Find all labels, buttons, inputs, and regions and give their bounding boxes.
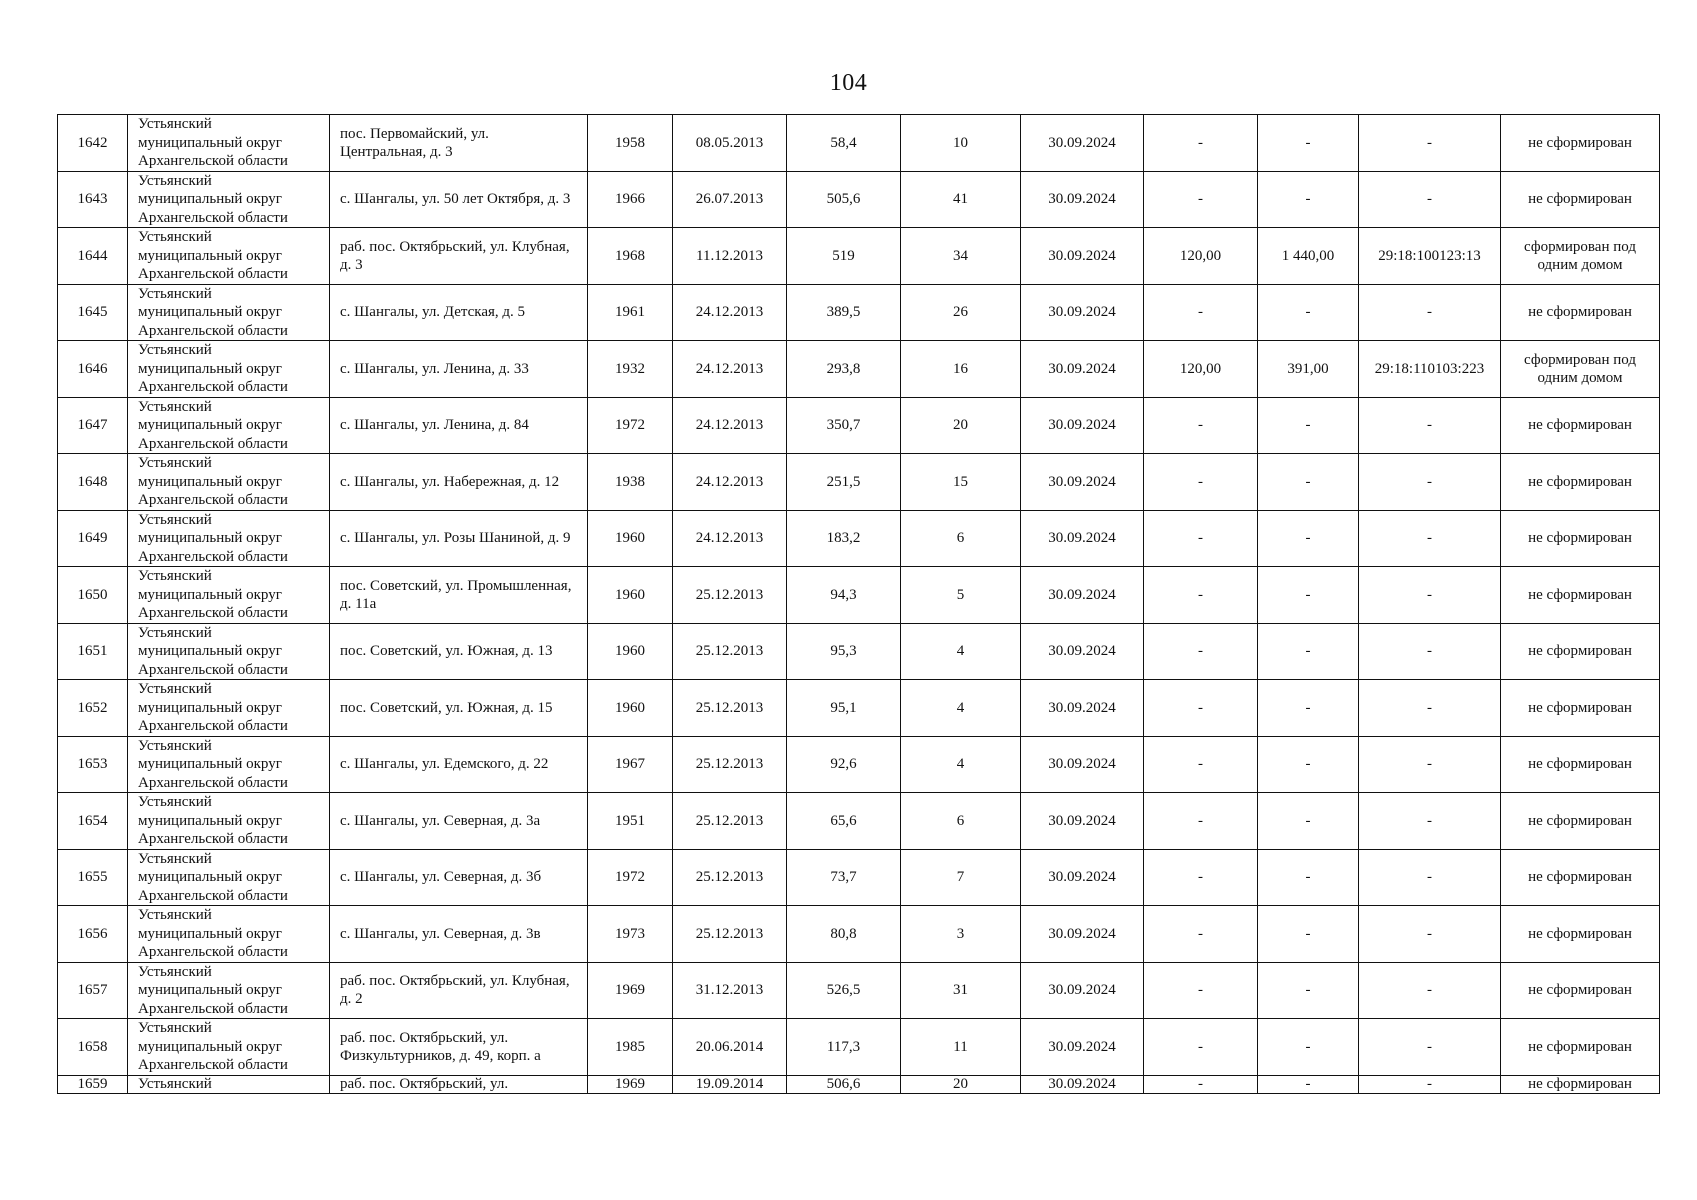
plot-status-cell: не сформирован [1501,1019,1660,1076]
area-cell: 65,6 [787,793,901,850]
row-number-cell: 1643 [58,171,128,228]
municipality-cell: Устьянский муниципальный округ Архангельской области [128,849,330,906]
plot-area-total-cell: - [1258,171,1359,228]
recognition-date-cell: 25.12.2013 [673,680,787,737]
recognition-date-cell: 25.12.2013 [673,793,787,850]
plot-status-cell: сформирован под одним домом [1501,228,1660,285]
area-cell: 505,6 [787,171,901,228]
recognition-date-cell: 24.12.2013 [673,454,787,511]
plot-area-total-cell: - [1258,284,1359,341]
row-number-cell: 1657 [58,962,128,1019]
row-number-cell: 1658 [58,1019,128,1076]
recognition-date-cell: 26.07.2013 [673,171,787,228]
municipality-cell: Устьянский муниципальный округ Архангельской области [128,341,330,398]
municipality-cell: Устьянский муниципальный округ Архангельской области [128,793,330,850]
plot-area-cell: 120,00 [1144,228,1258,285]
plot-area-cell: - [1144,906,1258,963]
residents-cell: 4 [901,680,1021,737]
plot-area-total-cell: 1 440,00 [1258,228,1359,285]
cadastral-number-cell: - [1359,284,1501,341]
plot-area-total-cell: - [1258,115,1359,172]
address-cell: пос. Советский, ул. Промышленная, д. 11а [330,567,588,624]
plot-status-cell: не сформирован [1501,510,1660,567]
plot-status-cell: не сформирован [1501,454,1660,511]
plot-status-cell: не сформирован [1501,736,1660,793]
municipality-cell: Устьянский муниципальный округ Архангельской области [128,228,330,285]
address-cell: с. Шангалы, ул. Набережная, д. 12 [330,454,588,511]
municipality-cell: Устьянский муниципальный округ Архангельской области [128,284,330,341]
table-row [58,849,1660,906]
residents-cell: 5 [901,567,1021,624]
address-cell: раб. пос. Октябрьский, ул. [330,1075,588,1093]
row-number-cell: 1655 [58,849,128,906]
plot-area-total-cell: - [1258,736,1359,793]
area-cell: 92,6 [787,736,901,793]
recognition-date-cell: 25.12.2013 [673,736,787,793]
residents-cell: 41 [901,171,1021,228]
table-row [58,793,1660,850]
cadastral-number-cell: - [1359,510,1501,567]
address-cell: с. Шангалы, ул. Ленина, д. 84 [330,397,588,454]
resettlement-deadline-cell: 30.09.2024 [1021,962,1144,1019]
plot-area-total-cell: - [1258,454,1359,511]
row-number-cell: 1654 [58,793,128,850]
plot-area-cell: - [1144,793,1258,850]
plot-area-cell: - [1144,736,1258,793]
residents-cell: 7 [901,849,1021,906]
municipality-cell: Устьянский муниципальный округ Архангельской области [128,397,330,454]
municipality-cell: Устьянский муниципальный округ Архангельской области [128,680,330,737]
cadastral-number-cell: - [1359,962,1501,1019]
build-year-cell: 1932 [588,341,673,398]
municipality-cell: Устьянский муниципальный округ Архангельской области [128,1019,330,1076]
row-number-cell: 1659 [58,1075,128,1093]
resettlement-deadline-cell: 30.09.2024 [1021,1075,1144,1093]
table-row [58,567,1660,624]
area-cell: 519 [787,228,901,285]
area-cell: 350,7 [787,397,901,454]
build-year-cell: 1969 [588,962,673,1019]
table-row [58,397,1660,454]
address-cell: с. Шангалы, ул. Северная, д. 3б [330,849,588,906]
build-year-cell: 1972 [588,849,673,906]
resettlement-deadline-cell: 30.09.2024 [1021,680,1144,737]
resettlement-deadline-cell: 30.09.2024 [1021,284,1144,341]
row-number-cell: 1652 [58,680,128,737]
table-row [58,454,1660,511]
build-year-cell: 1966 [588,171,673,228]
address-cell: с. Шангалы, ул. Розы Шаниной, д. 9 [330,510,588,567]
area-cell: 251,5 [787,454,901,511]
recognition-date-cell: 25.12.2013 [673,623,787,680]
page-number: 104 [829,70,868,96]
residents-cell: 31 [901,962,1021,1019]
plot-area-cell: - [1144,397,1258,454]
plot-area-total-cell: - [1258,793,1359,850]
address-cell: с. Шангалы, ул. Ленина, д. 33 [330,341,588,398]
residents-cell: 20 [901,397,1021,454]
municipality-cell: Устьянский муниципальный округ Архангельской области [128,623,330,680]
plot-status-cell: не сформирован [1501,680,1660,737]
cadastral-number-cell: - [1359,906,1501,963]
plot-status-cell: не сформирован [1501,623,1660,680]
area-cell: 526,5 [787,962,901,1019]
address-cell: с. Шангалы, ул. Едемского, д. 22 [330,736,588,793]
cadastral-number-cell: - [1359,567,1501,624]
recognition-date-cell: 08.05.2013 [673,115,787,172]
plot-area-total-cell: - [1258,680,1359,737]
area-cell: 73,7 [787,849,901,906]
plot-status-cell: не сформирован [1501,284,1660,341]
area-cell: 80,8 [787,906,901,963]
area-cell: 95,1 [787,680,901,737]
build-year-cell: 1958 [588,115,673,172]
cadastral-number-cell: - [1359,680,1501,737]
build-year-cell: 1960 [588,623,673,680]
plot-status-cell: не сформирован [1501,567,1660,624]
recognition-date-cell: 19.09.2014 [673,1075,787,1093]
build-year-cell: 1973 [588,906,673,963]
plot-area-total-cell: 391,00 [1258,341,1359,398]
address-cell: раб. пос. Октябрьский, ул. Клубная, д. 2 [330,962,588,1019]
plot-status-cell: не сформирован [1501,793,1660,850]
resettlement-deadline-cell: 30.09.2024 [1021,567,1144,624]
residents-cell: 6 [901,510,1021,567]
row-number-cell: 1649 [58,510,128,567]
address-cell: пос. Советский, ул. Южная, д. 13 [330,623,588,680]
resettlement-deadline-cell: 30.09.2024 [1021,171,1144,228]
address-cell: раб. пос. Октябрьский, ул. Физкультурников, д. 49, корп. а [330,1019,588,1076]
resettlement-deadline-cell: 30.09.2024 [1021,906,1144,963]
plot-area-cell: - [1144,680,1258,737]
cadastral-number-cell: - [1359,1075,1501,1093]
build-year-cell: 1985 [588,1019,673,1076]
plot-area-total-cell: - [1258,906,1359,963]
table-row [58,962,1660,1019]
address-cell: с. Шангалы, ул. 50 лет Октября, д. 3 [330,171,588,228]
build-year-cell: 1961 [588,284,673,341]
area-cell: 95,3 [787,623,901,680]
cadastral-number-cell: - [1359,454,1501,511]
row-number-cell: 1646 [58,341,128,398]
table-row [58,228,1660,285]
residents-cell: 11 [901,1019,1021,1076]
resettlement-deadline-cell: 30.09.2024 [1021,115,1144,172]
plot-area-total-cell: - [1258,623,1359,680]
residents-cell: 26 [901,284,1021,341]
resettlement-deadline-cell: 30.09.2024 [1021,1019,1144,1076]
plot-area-total-cell: - [1258,1075,1359,1093]
address-cell: пос. Первомайский, ул. Центральная, д. 3 [330,115,588,172]
plot-status-cell: не сформирован [1501,849,1660,906]
address-cell: с. Шангалы, ул. Северная, д. 3в [330,906,588,963]
residents-cell: 3 [901,906,1021,963]
cadastral-number-cell: - [1359,115,1501,172]
plot-area-total-cell: - [1258,849,1359,906]
plot-status-cell: не сформирован [1501,906,1660,963]
municipality-cell: Устьянский [128,1075,330,1093]
plot-area-cell: - [1144,171,1258,228]
table-row [58,171,1660,228]
plot-status-cell: сформирован под одним домом [1501,341,1660,398]
row-number-cell: 1648 [58,454,128,511]
plot-area-cell: 120,00 [1144,341,1258,398]
resettlement-deadline-cell: 30.09.2024 [1021,397,1144,454]
address-cell: с. Шангалы, ул. Детская, д. 5 [330,284,588,341]
build-year-cell: 1972 [588,397,673,454]
cadastral-number-cell: - [1359,623,1501,680]
housing-registry-table [57,114,1660,1094]
area-cell: 293,8 [787,341,901,398]
plot-area-cell: - [1144,567,1258,624]
plot-area-total-cell: - [1258,1019,1359,1076]
resettlement-deadline-cell: 30.09.2024 [1021,341,1144,398]
table-row [58,115,1660,172]
resettlement-deadline-cell: 30.09.2024 [1021,228,1144,285]
municipality-cell: Устьянский муниципальный округ Архангельской области [128,736,330,793]
municipality-cell: Устьянский муниципальный округ Архангельской области [128,115,330,172]
area-cell: 58,4 [787,115,901,172]
plot-area-total-cell: - [1258,567,1359,624]
cadastral-number-cell: 29:18:110103:223 [1359,341,1501,398]
plot-area-cell: - [1144,1019,1258,1076]
plot-area-cell: - [1144,1075,1258,1093]
plot-area-total-cell: - [1258,397,1359,454]
table-row [58,1075,1660,1093]
recognition-date-cell: 25.12.2013 [673,567,787,624]
recognition-date-cell: 20.06.2014 [673,1019,787,1076]
plot-area-cell: - [1144,962,1258,1019]
table-row [58,906,1660,963]
table-body [58,115,1660,1094]
municipality-cell: Устьянский муниципальный округ Архангельской области [128,510,330,567]
resettlement-deadline-cell: 30.09.2024 [1021,454,1144,511]
row-number-cell: 1653 [58,736,128,793]
build-year-cell: 1960 [588,680,673,737]
resettlement-deadline-cell: 30.09.2024 [1021,736,1144,793]
row-number-cell: 1650 [58,567,128,624]
table-row [58,510,1660,567]
build-year-cell: 1969 [588,1075,673,1093]
cadastral-number-cell: - [1359,736,1501,793]
plot-area-cell: - [1144,454,1258,511]
cadastral-number-cell: 29:18:100123:13 [1359,228,1501,285]
plot-status-cell: не сформирован [1501,1075,1660,1093]
resettlement-deadline-cell: 30.09.2024 [1021,849,1144,906]
municipality-cell: Устьянский муниципальный округ Архангельской области [128,567,330,624]
resettlement-deadline-cell: 30.09.2024 [1021,793,1144,850]
plot-status-cell: не сформирован [1501,397,1660,454]
municipality-cell: Устьянский муниципальный округ Архангельской области [128,454,330,511]
cadastral-number-cell: - [1359,171,1501,228]
area-cell: 389,5 [787,284,901,341]
residents-cell: 34 [901,228,1021,285]
residents-cell: 20 [901,1075,1021,1093]
row-number-cell: 1656 [58,906,128,963]
table-row [58,341,1660,398]
recognition-date-cell: 24.12.2013 [673,284,787,341]
recognition-date-cell: 24.12.2013 [673,397,787,454]
area-cell: 117,3 [787,1019,901,1076]
residents-cell: 10 [901,115,1021,172]
plot-area-cell: - [1144,510,1258,567]
recognition-date-cell: 11.12.2013 [673,228,787,285]
recognition-date-cell: 24.12.2013 [673,341,787,398]
build-year-cell: 1960 [588,510,673,567]
municipality-cell: Устьянский муниципальный округ Архангельской области [128,171,330,228]
municipality-cell: Устьянский муниципальный округ Архангельской области [128,906,330,963]
residents-cell: 4 [901,623,1021,680]
resettlement-deadline-cell: 30.09.2024 [1021,510,1144,567]
cadastral-number-cell: - [1359,849,1501,906]
recognition-date-cell: 24.12.2013 [673,510,787,567]
plot-status-cell: не сформирован [1501,962,1660,1019]
plot-area-total-cell: - [1258,510,1359,567]
row-number-cell: 1651 [58,623,128,680]
plot-status-cell: не сформирован [1501,171,1660,228]
plot-area-cell: - [1144,849,1258,906]
cadastral-number-cell: - [1359,397,1501,454]
area-cell: 183,2 [787,510,901,567]
table-row [58,1019,1660,1076]
resettlement-deadline-cell: 30.09.2024 [1021,623,1144,680]
table-row [58,736,1660,793]
area-cell: 506,6 [787,1075,901,1093]
address-cell: пос. Советский, ул. Южная, д. 15 [330,680,588,737]
address-cell: раб. пос. Октябрьский, ул. Клубная, д. 3 [330,228,588,285]
recognition-date-cell: 25.12.2013 [673,906,787,963]
plot-area-total-cell: - [1258,962,1359,1019]
cadastral-number-cell: - [1359,1019,1501,1076]
cadastral-number-cell: - [1359,793,1501,850]
build-year-cell: 1951 [588,793,673,850]
plot-area-cell: - [1144,623,1258,680]
build-year-cell: 1938 [588,454,673,511]
plot-area-cell: - [1144,115,1258,172]
build-year-cell: 1960 [588,567,673,624]
plot-status-cell: не сформирован [1501,115,1660,172]
municipality-cell: Устьянский муниципальный округ Архангельской области [128,962,330,1019]
table-row [58,284,1660,341]
build-year-cell: 1967 [588,736,673,793]
residents-cell: 16 [901,341,1021,398]
recognition-date-cell: 25.12.2013 [673,849,787,906]
area-cell: 94,3 [787,567,901,624]
residents-cell: 6 [901,793,1021,850]
row-number-cell: 1647 [58,397,128,454]
row-number-cell: 1645 [58,284,128,341]
table-row [58,623,1660,680]
row-number-cell: 1644 [58,228,128,285]
address-cell: с. Шангалы, ул. Северная, д. 3а [330,793,588,850]
residents-cell: 4 [901,736,1021,793]
recognition-date-cell: 31.12.2013 [673,962,787,1019]
residents-cell: 15 [901,454,1021,511]
row-number-cell: 1642 [58,115,128,172]
table-row [58,680,1660,737]
build-year-cell: 1968 [588,228,673,285]
plot-area-cell: - [1144,284,1258,341]
